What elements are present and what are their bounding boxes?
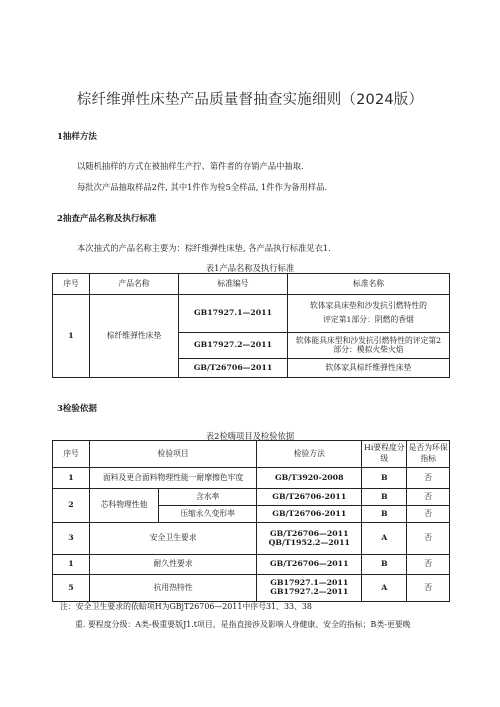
item-cell: 含水率: [159, 489, 257, 506]
header-grade-line: 级: [380, 454, 389, 463]
header-env: [407, 441, 450, 468]
table-2-caption: 表2检嗨项目及检验依据: [205, 431, 295, 441]
std-name-cell: 软体家具棕纤维弹性床垫: [288, 359, 450, 378]
grade-cell: B: [362, 555, 407, 575]
table-1-caption: 表1产品名称及执行标准: [205, 263, 295, 273]
method-cell: GB/T26706—2011: [257, 555, 362, 575]
std-name-cell: [288, 295, 450, 333]
env-cell: 否: [407, 575, 450, 602]
method-cell: [257, 575, 362, 602]
method-line: GB17927.2—2011: [270, 587, 349, 596]
std-name-line: 软体能具床型和沙发抗引燃特性的评定第2: [295, 335, 442, 345]
header-grade-line: Hi要程度分: [364, 443, 405, 453]
method-cell: GB/T26706-2011: [257, 489, 362, 506]
standards-table: [52, 273, 450, 378]
table-row: [53, 468, 450, 489]
seq-cell: 1: [53, 555, 90, 575]
seq-cell: 2: [53, 489, 90, 523]
std-name-cell: [288, 333, 450, 359]
inspection-table: [52, 440, 450, 602]
env-cell: 否: [407, 489, 450, 506]
table-row: [53, 555, 450, 575]
table-row: [53, 489, 450, 506]
std-name-line: 部分：模拟火柴火焰: [333, 344, 404, 354]
env-cell: 否: [407, 555, 450, 575]
seq-cell: 5: [53, 575, 90, 602]
section-1-line-2: 每批次产品抽取样品2件, 其中1件作为检5全样品, 1件作为备用样品.: [77, 182, 328, 192]
header-item: 检验项目: [90, 441, 257, 468]
env-cell: 否: [407, 523, 450, 555]
table-row: [53, 295, 450, 333]
item-cell: 耐久性要求: [90, 555, 257, 575]
header-seq: 序号: [53, 441, 90, 468]
grade-cell: B: [362, 489, 407, 506]
method-line: QB/T1952.2—2011: [268, 537, 350, 547]
header-grade: [362, 441, 407, 468]
section-3-heading: 3检验依据: [57, 404, 97, 414]
header-product: 产品名称: [90, 274, 179, 295]
table-header-row: [53, 441, 450, 468]
table-row: [53, 575, 450, 602]
code-cell: GB17927.1—2011: [179, 295, 288, 333]
section-1-line-1: 以随机抽样的方式在被抽样生产拧、第件者的存销产品中抽取.: [77, 161, 304, 171]
method-cell: GB/T3920-2008: [257, 468, 362, 489]
item-cell: 压缩永久变形率: [159, 506, 257, 523]
env-cell: 否: [407, 468, 450, 489]
product-cell: 棕纤维弹性床垫: [90, 295, 179, 378]
item-cell: 抗用热特性: [90, 575, 257, 602]
group-cell: 芯科物理性他: [90, 489, 159, 523]
header-method: 检验方法: [257, 441, 362, 468]
section-2-line: 本次抽式的产品名称主要为：棕纤维弹性床垫, 各产品执行标准见衣1.: [77, 243, 331, 253]
method-line: GB17927.1—2011: [270, 578, 349, 588]
header-std-name: 标准名称: [288, 274, 450, 295]
grade-cell: A: [362, 523, 407, 555]
grade-cell: B: [362, 468, 407, 489]
seq-cell: 3: [53, 523, 90, 555]
note-2: 重. 要程度分级：A类-极重要版J1.t项目，是指直接涉及影响人身健康、安全的指标；B类-更要晚: [75, 620, 411, 629]
code-cell: GB17927.2—2011: [179, 333, 288, 359]
grade-cell: A: [362, 575, 407, 602]
header-env-line: 指标: [420, 454, 436, 463]
item-cell: 安全卫生要求: [90, 523, 257, 555]
method-cell: GB/T26706-2011: [257, 506, 362, 523]
header-env-line: 是否为环保: [408, 443, 448, 453]
method-line: GB/T26706—2011: [270, 528, 349, 538]
std-name-line: 软体家具床垫和沙发抗引燃特性的: [310, 301, 427, 311]
page-title: 棕纤维弹性床垫产品质量督抽查实施细则（2024版）: [76, 92, 424, 108]
section-1-heading: 1抽样方法: [57, 132, 97, 142]
seq-cell: 1: [53, 468, 90, 489]
table-header-row: [53, 274, 450, 295]
table-row: [53, 523, 450, 555]
code-cell: GB/T26706—2011: [179, 359, 288, 378]
item-cell: 面料及更合面料物理性能一耐摩擦色牢度: [90, 468, 257, 489]
header-seq: 序号: [53, 274, 90, 295]
seq-cell: 1: [53, 295, 90, 378]
env-cell: 否: [407, 506, 450, 523]
std-name-line: 评定第1部分：阴燃的香烟: [323, 315, 414, 324]
header-code: 标准编号: [179, 274, 288, 295]
grade-cell: B: [362, 506, 407, 523]
method-cell: [257, 523, 362, 555]
section-2-heading: 2抽查产品名称及执行标准: [57, 214, 157, 224]
note-1: 注：安全卫生要求的依蛤项H为GBjT26706—2011中序号31、33、38: [60, 602, 312, 611]
